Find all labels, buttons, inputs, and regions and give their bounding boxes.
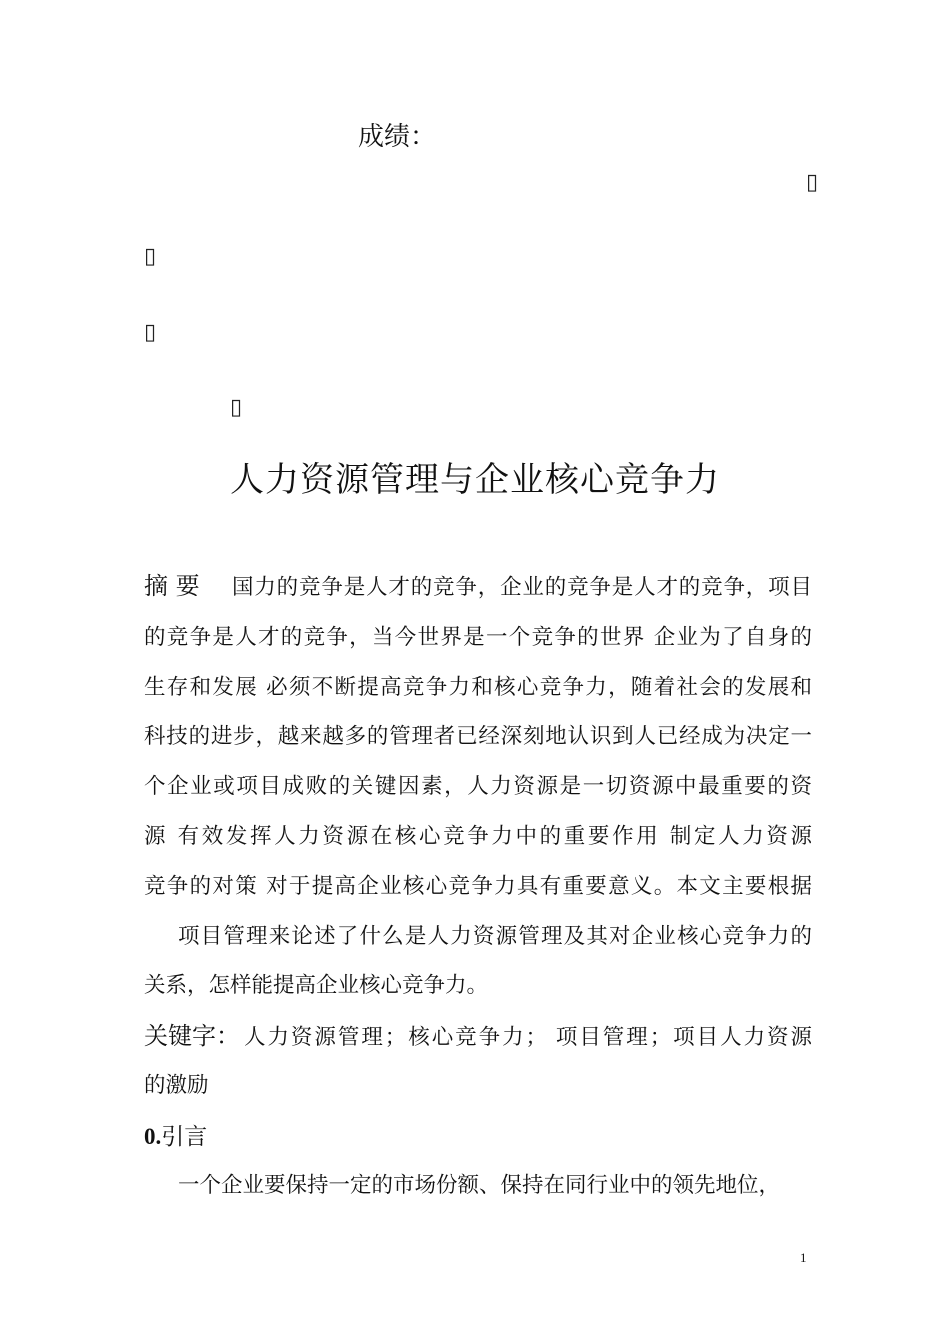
keywords-label: 关键字：: [144, 1022, 240, 1050]
abstract-line: 生存和发展 必须不断提高竞争力和核心竞争力，随着社会的发展和: [144, 675, 812, 700]
missing-glyph-icon: ▯: [144, 320, 157, 345]
keywords-text: 的激励: [144, 1073, 209, 1098]
abstract-line: 项目管理来论述了什么是人力资源管理及其对企业核心竞争力的: [178, 924, 812, 949]
keywords-text: 人力资源管理；核心竞争力； 项目管理；项目人力资源: [244, 1025, 812, 1050]
body-line: 一个企业要保持一定的市场份额、保持在同行业中的领先地位，: [178, 1173, 781, 1198]
abstract-line: 科技的进步，越来越多的管理者已经深刻地认识到人已经成为决定一: [144, 724, 812, 749]
section-title: 引言: [161, 1124, 208, 1150]
abstract-line: 源 有效发挥人力资源在核心竞争力中的重要作用 制定人力资源: [144, 824, 812, 849]
abstract-line: 国力的竞争是人才的竞争，企业的竞争是人才的竞争，项目: [232, 575, 812, 600]
abstract-label: 摘 要: [144, 572, 200, 600]
abstract-line: 的竞争是人才的竞争，当今世界是一个竞争的世界 企业为了自身的: [144, 625, 812, 650]
document-title: 人力资源管理与企业核心竞争力: [230, 460, 720, 500]
abstract-line: 竞争的对策 对于提高企业核心竞争力具有重要意义。本文主要根据: [144, 874, 812, 899]
missing-glyph-icon: ▯: [806, 170, 819, 195]
grade-label: 成绩：: [358, 122, 437, 152]
section-number: 0.: [144, 1124, 162, 1149]
page-number: 1: [800, 1250, 807, 1265]
missing-glyph-icon: ▯: [230, 395, 243, 420]
abstract-line: 个企业或项目成败的关键因素，人力资源是一切资源中最重要的资: [144, 774, 812, 799]
missing-glyph-icon: ▯: [144, 244, 157, 269]
abstract-line: 关系，怎样能提高企业核心竞争力。: [144, 973, 489, 998]
section-heading: [144, 1118, 207, 1151]
